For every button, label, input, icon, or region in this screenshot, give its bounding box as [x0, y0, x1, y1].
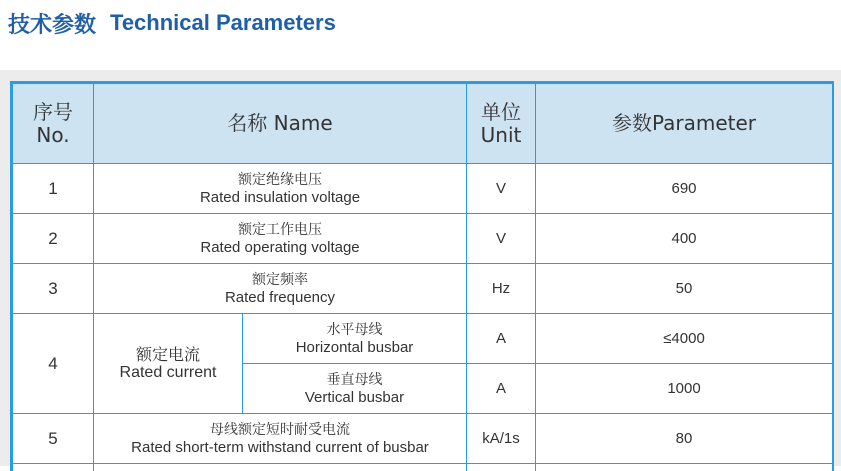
row-no: 1 [13, 164, 94, 214]
table-row [13, 164, 833, 214]
header-unit: 单位 Unit [467, 84, 536, 164]
parameter-table [12, 83, 833, 471]
row-unit: A [467, 364, 536, 414]
row-unit: Hz [467, 264, 536, 314]
row-subname: 垂直母线 Vertical busbar [243, 364, 467, 414]
row-no: 4 [13, 314, 94, 414]
row-value: 400 [536, 214, 833, 264]
section-heading [8, 8, 336, 38]
row-unit: A [467, 314, 536, 364]
row-no: 5 [13, 414, 94, 464]
row-unit: V [467, 164, 536, 214]
table-header-row [13, 84, 833, 164]
table-row [13, 414, 833, 464]
row-value: 690 [536, 164, 833, 214]
header-no: 序号 No. [13, 84, 94, 164]
row-value: 50 [536, 264, 833, 314]
row-value: ≤4000 [536, 314, 833, 364]
table-row [13, 214, 833, 264]
row-name: 母线额定短时耐受电流 Rated short-term withstand current of busbar [94, 414, 467, 464]
row-name: 额定电流 Rated current [94, 314, 243, 414]
row-unit: kA/1s [467, 414, 536, 464]
row-value: 1000 [536, 364, 833, 414]
row-name: 额定绝缘电压 Rated insulation voltage [94, 164, 467, 214]
row-name: 额定频率 Rated frequency [94, 264, 467, 314]
row-no: 2 [13, 214, 94, 264]
table-row [13, 264, 833, 314]
row-unit: V [467, 214, 536, 264]
row-no: 3 [13, 264, 94, 314]
header-name: 名称 Name [94, 84, 467, 164]
row-name: 额定工作电压 Rated operating voltage [94, 214, 467, 264]
heading-zh: 技术参数 [8, 8, 96, 39]
table-row [13, 314, 833, 364]
header-parameter: 参数Parameter [536, 84, 833, 164]
table-row-cut-off [13, 464, 833, 471]
row-value: 80 [536, 414, 833, 464]
row-subname: 水平母线 Horizontal busbar [243, 314, 467, 364]
heading-en: Technical Parameters [110, 10, 336, 36]
parameter-table-frame [10, 81, 834, 471]
